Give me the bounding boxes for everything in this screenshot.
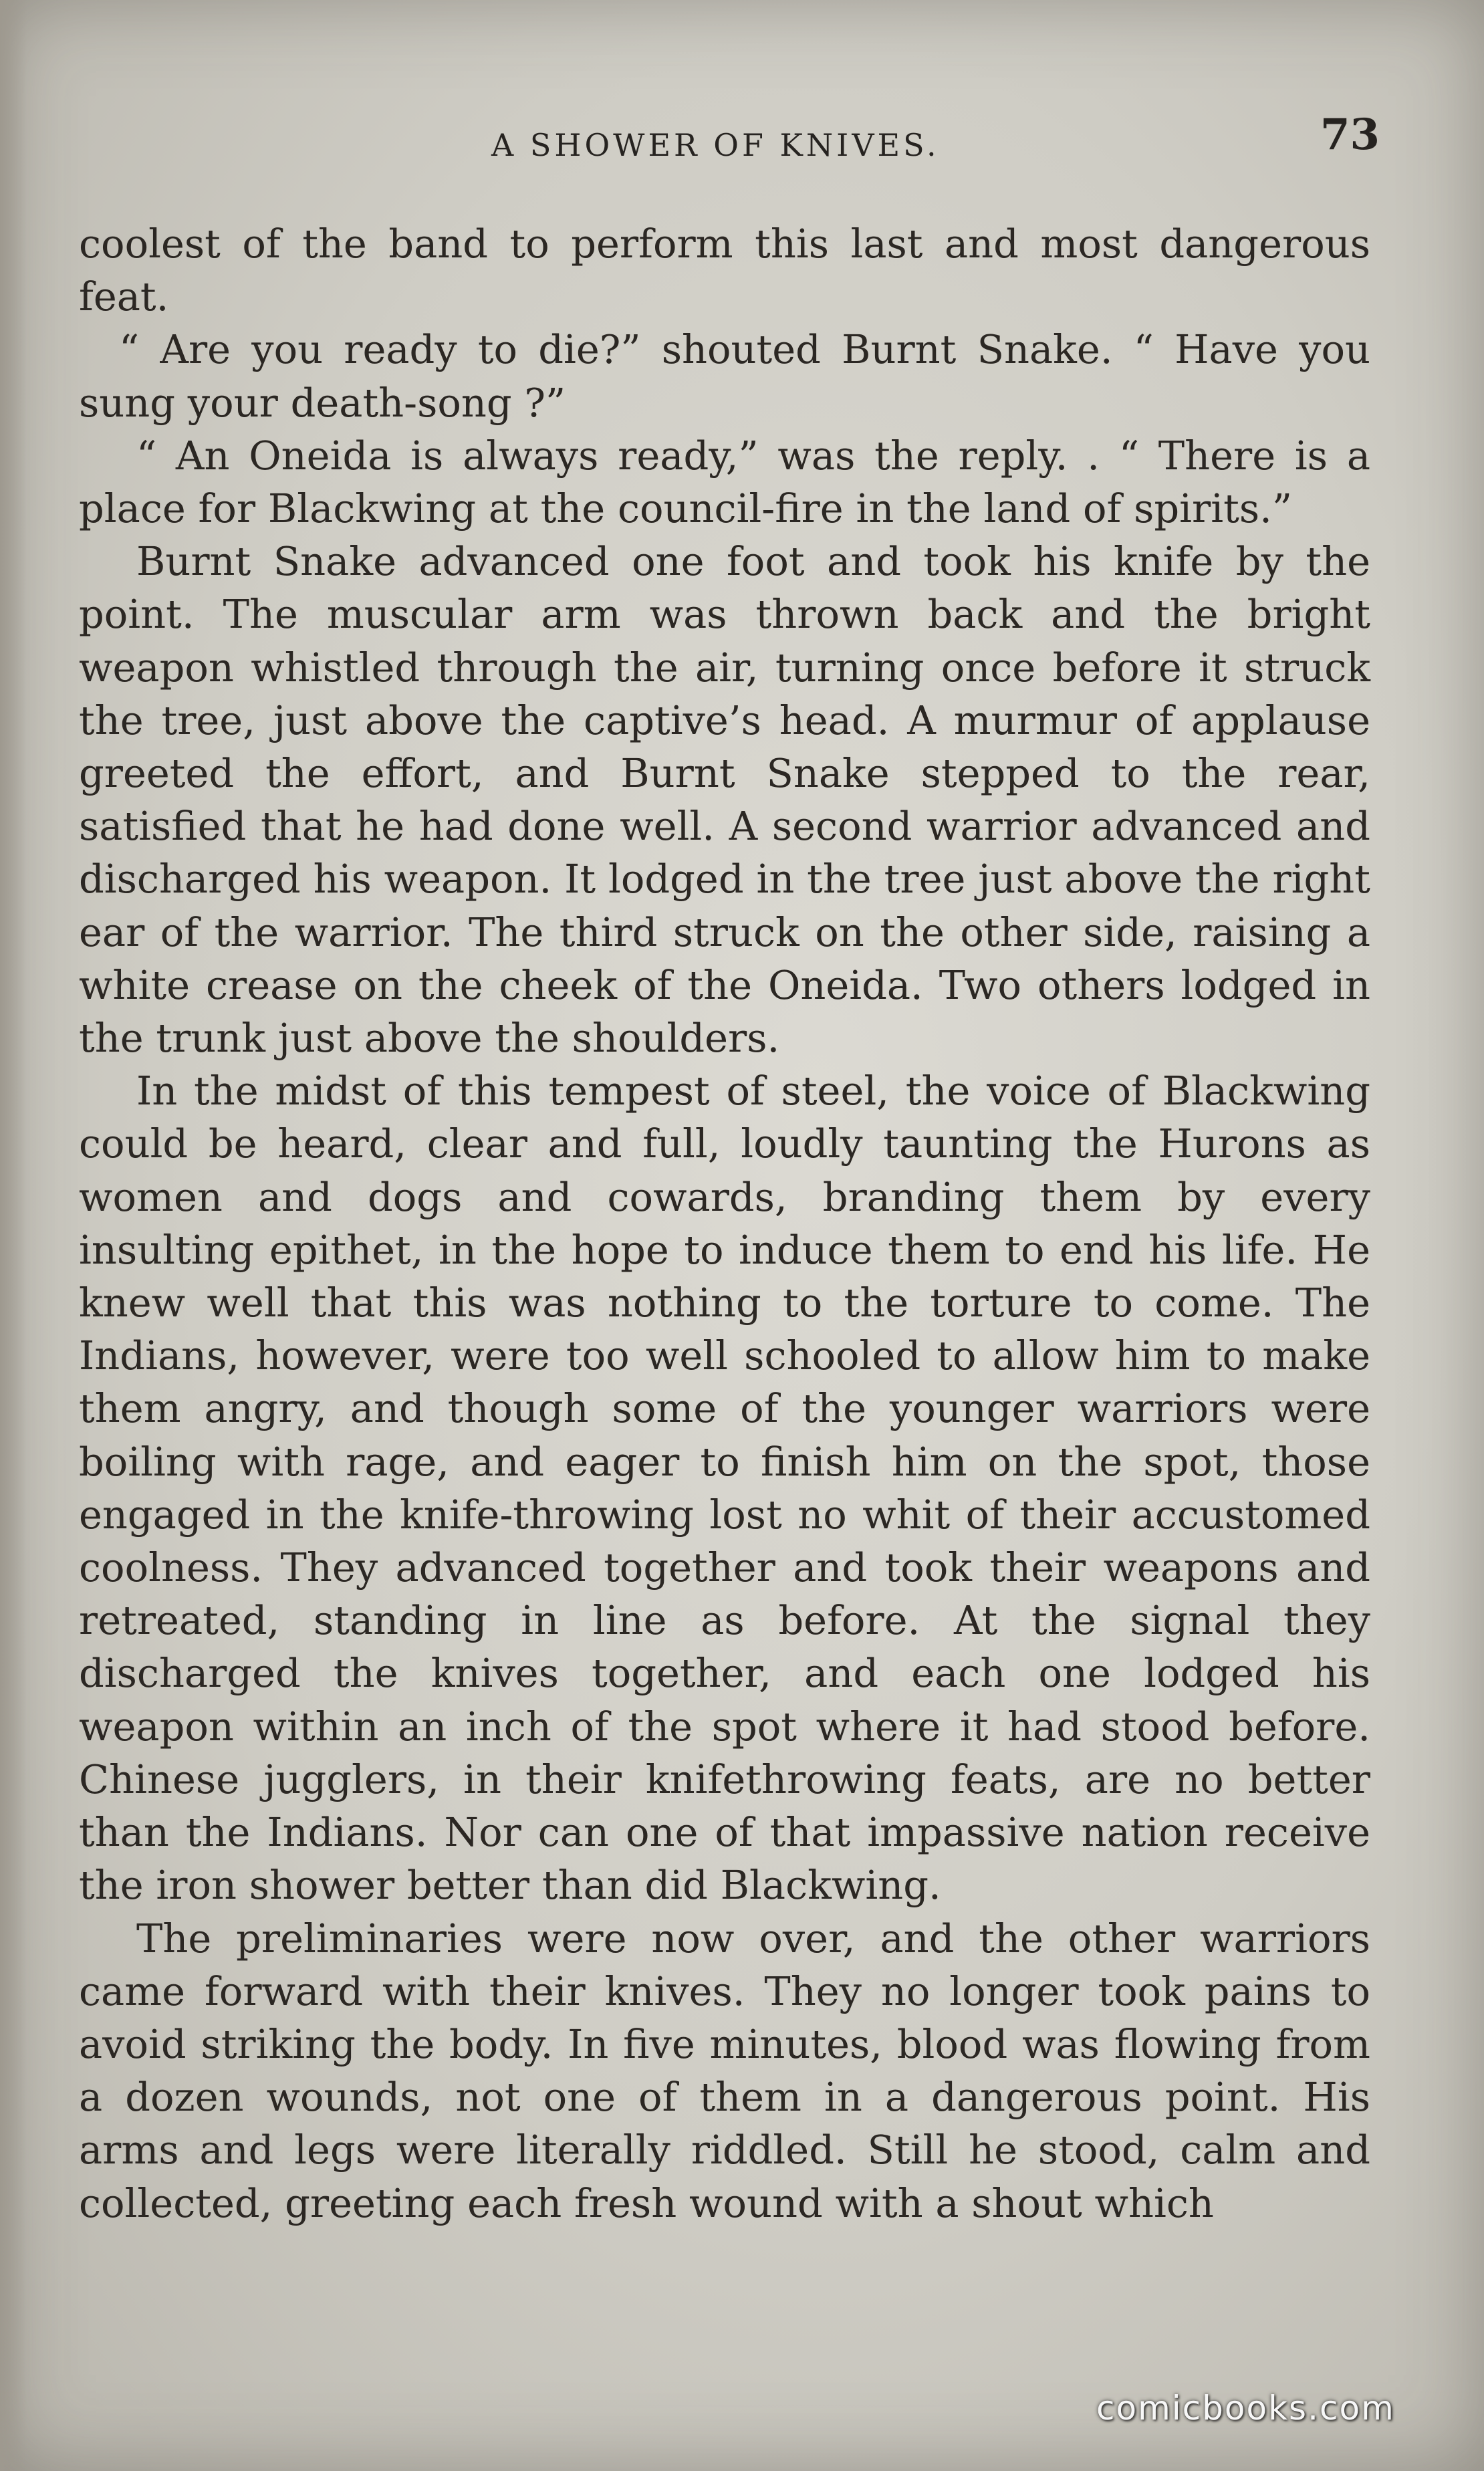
running-head: A SHOWER OF KNIVES. xyxy=(491,127,940,163)
watermark: comicbooks.com xyxy=(1096,2389,1395,2428)
paragraph-6: The preliminaries were now over, and the other warriors came forward with their knives. They no longer took pains to avoid striking the body. In five minutes, blood was flowing from a dozen wounds, not one of them in a dangerous point. His arms and legs were literally riddled. Still he stood, calm and collected, greeting each fresh wound with a shout which xyxy=(79,1915,1370,2226)
paragraph-4: Burnt Snake advanced one foot and took his knife by the point. The muscular arm was thrown back and the bright weapon whistled through the air, turning once before it struck the tree, just above the captive’s head. A murmur of applause greeted the effort, and Burnt Snake stepped to the rear, satisfied that he had done well. A second warrior advanced and discharged his weapon. It lodged in the tree just above the right ear of the warrior. The third struck on the other side, raising a white crease on the cheek of the Oneida. Two others lodged in the trunk just above the shoulders. xyxy=(79,538,1370,1062)
paragraph-3: “ An Oneida is always ready,” was the reply. . “ There is a place for Blackwing at the council-fire in the land of spirits.” xyxy=(79,432,1370,532)
page-gutter-shadow xyxy=(0,0,27,2471)
paragraph-5: In the midst of this tempest of steel, the voice of Blackwing could be heard, clear and full, loudly taunting the Hurons as women and dogs and cowards, branding them by every insulting epithet, in the hope to induce them to end his life. He knew well that this was nothing to the torture to come. The Indians, however, were too well schooled to allow him to make them angry, and though some of the younger warriors were boiling with rage, and eager to finish him on the spot, those engaged in the knife-throwing lost no whit of their accustomed coolness. They advanced together and took their weapons and retreated, standing in line as before. At the signal they discharged the knives together, and each one lodged his weapon within an inch of the spot where it had stood before. Chinese jugglers, in their knifethrowing feats, are no better than the Indians. Nor can one of that impassive nation receive the iron shower better than did Blackwing. xyxy=(79,1068,1370,1909)
page-number: 73 xyxy=(1320,110,1380,160)
paragraph-1: coolest of the band to perform this last and most dangerous feat. xyxy=(79,221,1370,320)
paragraph-2: “ Are you ready to die?” shouted Burnt Snake. “ Have you sung your death-song ?” xyxy=(79,326,1370,426)
body-text xyxy=(79,217,1370,2230)
page-header xyxy=(0,107,1484,201)
